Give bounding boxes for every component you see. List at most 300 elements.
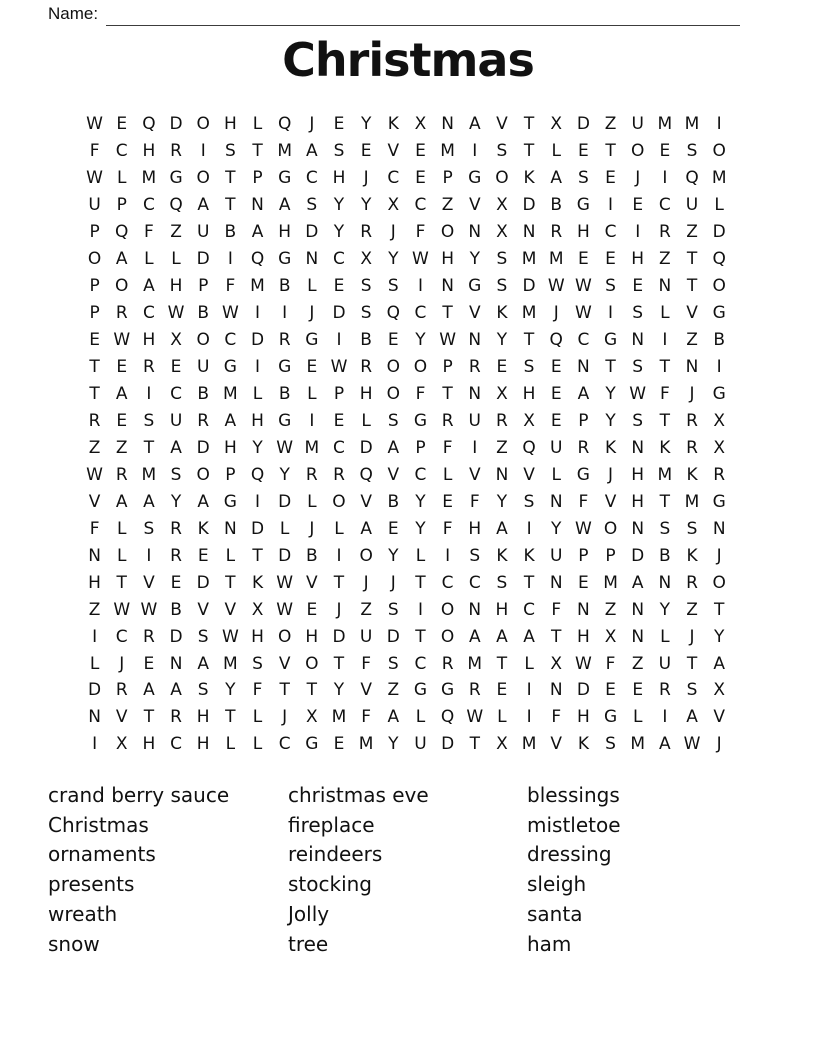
- grid-letter: K: [496, 545, 508, 566]
- grid-letter: D: [250, 330, 265, 351]
- grid-letter: D: [576, 114, 590, 135]
- grid-letter: B: [278, 384, 291, 404]
- grid-letter: X: [360, 249, 372, 270]
- grid-letter: K: [686, 464, 698, 485]
- grid-letter: K: [686, 545, 698, 566]
- grid-letter: E: [333, 276, 345, 297]
- grid-letter: G: [712, 303, 726, 324]
- word-list-item: tree: [288, 931, 329, 956]
- grid-letter: S: [252, 653, 263, 674]
- grid-letter: P: [198, 276, 209, 297]
- grid-letter: M: [657, 114, 673, 135]
- grid-letter: D: [196, 572, 210, 593]
- grid-letter: M: [521, 249, 537, 270]
- grid-letter: Y: [496, 330, 508, 351]
- grid-letter: Q: [440, 707, 455, 728]
- grid-letter: O: [712, 572, 726, 593]
- grid-letter: R: [115, 303, 128, 324]
- grid-letter: B: [659, 545, 671, 566]
- grid-letter: L: [497, 707, 507, 728]
- grid-letter: Q: [250, 249, 265, 270]
- grid-letter: R: [305, 464, 318, 485]
- grid-letter: S: [170, 464, 182, 485]
- grid-letter: M: [521, 734, 537, 755]
- grid-letter: E: [605, 680, 616, 701]
- grid-letter: E: [387, 330, 399, 351]
- grid-letter: W: [113, 330, 131, 351]
- grid-letter: O: [196, 168, 210, 189]
- grid-letter: J: [390, 572, 396, 593]
- grid-letter: C: [170, 384, 182, 404]
- grid-letter: Z: [659, 249, 671, 270]
- grid-letter: W: [221, 626, 239, 647]
- grid-letter: V: [306, 572, 318, 593]
- grid-letter: W: [439, 330, 457, 351]
- grid-letter: N: [468, 599, 482, 620]
- grid-letter: S: [605, 276, 616, 297]
- grid-letter: T: [415, 572, 426, 593]
- grid-letter: A: [387, 437, 400, 458]
- grid-letter: G: [441, 680, 455, 701]
- grid-letter: C: [387, 168, 400, 189]
- word-list-item: snow: [48, 931, 100, 956]
- grid-letter: X: [604, 626, 617, 647]
- grid-letter: J: [309, 114, 315, 135]
- grid-letter: U: [196, 222, 210, 243]
- grid-letter: Y: [415, 518, 426, 539]
- grid-letter: H: [631, 249, 645, 270]
- grid-letter: B: [197, 384, 210, 404]
- grid-letter: Y: [225, 680, 236, 701]
- grid-letter: Z: [360, 599, 372, 620]
- grid-letter: R: [577, 437, 590, 458]
- grid-letter: E: [496, 357, 508, 378]
- grid-letter: C: [305, 168, 318, 189]
- grid-letter: T: [225, 707, 236, 728]
- grid-letter: R: [142, 357, 155, 378]
- grid-letter: C: [441, 572, 454, 593]
- grid-letter: C: [170, 734, 182, 755]
- grid-letter: S: [496, 141, 508, 162]
- grid-letter: Y: [605, 384, 616, 404]
- grid-letter: T: [225, 168, 236, 189]
- grid-letter: W: [86, 464, 103, 485]
- grid-letter: Q: [277, 114, 292, 135]
- grid-letter: T: [469, 734, 480, 755]
- grid-letter: G: [468, 168, 482, 189]
- grid-letter: A: [224, 410, 237, 431]
- grid-letter: C: [278, 734, 291, 755]
- grid-letter: V: [496, 114, 508, 135]
- grid-letter: D: [631, 545, 645, 566]
- grid-letter: T: [551, 626, 562, 647]
- grid-letter: X: [496, 195, 508, 216]
- grid-letter: K: [387, 114, 399, 135]
- grid-letter: N: [658, 572, 672, 593]
- grid-letter: H: [196, 707, 210, 728]
- grid-letter: U: [658, 653, 672, 674]
- grid-letter: V: [468, 303, 481, 324]
- grid-letter: P: [333, 384, 345, 404]
- grid-letter: C: [658, 195, 671, 216]
- grid-letter: O: [440, 222, 455, 243]
- grid-letter: W: [466, 707, 484, 728]
- word-list-item: fireplace: [288, 812, 375, 837]
- grid-letter: I: [662, 330, 668, 351]
- grid-letter: R: [170, 707, 182, 728]
- grid-letter: D: [712, 222, 726, 243]
- grid-letter: L: [116, 168, 127, 189]
- grid-letter: F: [252, 680, 263, 701]
- grid-letter: O: [413, 357, 428, 378]
- grid-letter: A: [115, 384, 128, 404]
- grid-letter: A: [631, 572, 644, 593]
- grid-letter: F: [415, 384, 426, 404]
- grid-letter: T: [252, 545, 263, 566]
- grid-letter: S: [387, 599, 399, 620]
- grid-letter: A: [468, 626, 481, 647]
- grid-letter: C: [414, 464, 427, 485]
- grid-letter: U: [169, 410, 183, 431]
- grid-letter: I: [716, 114, 722, 135]
- grid-letter: E: [550, 357, 562, 378]
- grid-letter: L: [279, 518, 290, 539]
- grid-letter: M: [521, 303, 537, 324]
- word-search-grid: [81, 111, 733, 758]
- grid-letter: V: [143, 572, 155, 593]
- grid-letter: Z: [88, 437, 101, 458]
- word-list-item: ornaments: [48, 842, 156, 867]
- word-list-item: blessings: [527, 783, 620, 807]
- grid-letter: T: [659, 491, 671, 512]
- grid-letter: X: [713, 437, 725, 458]
- grid-letter: P: [605, 545, 616, 566]
- grid-letter: X: [496, 734, 508, 755]
- grid-letter: N: [631, 330, 645, 351]
- grid-letter: A: [143, 680, 155, 701]
- grid-letter: U: [196, 357, 210, 378]
- grid-letter: S: [523, 357, 535, 378]
- grid-letter: J: [390, 222, 396, 243]
- grid-letter: E: [116, 114, 128, 135]
- grid-letter: E: [143, 653, 155, 674]
- grid-letter: N: [577, 599, 590, 620]
- grid-letter: N: [522, 222, 536, 243]
- grid-letter: I: [608, 195, 614, 216]
- grid-letter: D: [522, 276, 536, 297]
- grid-letter: N: [495, 464, 509, 485]
- grid-letter: X: [387, 195, 400, 216]
- grid-letter: Z: [686, 599, 698, 620]
- grid-letter: P: [225, 464, 236, 485]
- grid-letter: Y: [415, 491, 426, 512]
- grid-letter: T: [143, 437, 155, 458]
- name-label: Name:: [48, 4, 99, 23]
- grid-letter: Z: [686, 330, 698, 351]
- grid-letter: B: [278, 276, 291, 297]
- grid-letter: K: [251, 572, 264, 593]
- grid-letter: Q: [685, 168, 699, 189]
- grid-letter: I: [255, 491, 261, 512]
- grid-letter: L: [144, 249, 154, 270]
- grid-letter: H: [88, 572, 101, 593]
- grid-letter: F: [415, 222, 426, 243]
- grid-letter: J: [309, 303, 315, 324]
- grid-letter: O: [495, 168, 509, 189]
- grid-letter: G: [413, 680, 428, 701]
- grid-letter: S: [224, 141, 236, 162]
- grid-letter: S: [496, 572, 508, 593]
- grid-letter: F: [361, 653, 372, 674]
- grid-letter: O: [359, 545, 373, 566]
- grid-letter: N: [441, 114, 454, 135]
- grid-letter: G: [603, 707, 618, 728]
- grid-letter: H: [196, 734, 210, 755]
- grid-letter: R: [686, 410, 698, 431]
- grid-letter: H: [251, 410, 264, 431]
- grid-letter: Y: [333, 195, 345, 216]
- grid-letter: S: [197, 626, 209, 647]
- grid-letter: E: [659, 141, 671, 162]
- grid-letter: S: [686, 518, 698, 539]
- grid-letter: H: [631, 464, 645, 485]
- grid-letter: D: [441, 734, 455, 755]
- grid-letter: D: [196, 437, 210, 458]
- word-list-item: stocking: [288, 872, 373, 897]
- grid-letter: I: [92, 734, 98, 755]
- grid-letter: C: [333, 437, 345, 458]
- grid-letter: A: [197, 491, 210, 512]
- grid-letter: T: [306, 680, 318, 701]
- grid-letter: U: [631, 114, 644, 135]
- grid-letter: E: [442, 491, 453, 512]
- grid-letter: Y: [360, 114, 372, 135]
- grid-letter: V: [523, 464, 535, 485]
- grid-letter: O: [631, 141, 645, 162]
- grid-letter: R: [170, 141, 182, 162]
- grid-letter: W: [574, 518, 592, 539]
- grid-letter: C: [142, 303, 155, 324]
- grid-letter: T: [713, 599, 725, 620]
- grid-letter: L: [442, 464, 453, 485]
- grid-letter: E: [496, 680, 508, 701]
- grid-letter: K: [659, 437, 671, 458]
- grid-letter: Z: [604, 599, 617, 620]
- grid-letter: L: [252, 707, 263, 728]
- grid-letter: Z: [88, 599, 101, 620]
- grid-letter: Q: [142, 114, 156, 135]
- grid-letter: T: [116, 572, 127, 593]
- grid-letter: X: [713, 410, 725, 431]
- grid-letter: S: [686, 680, 698, 701]
- grid-letter: Y: [333, 222, 345, 243]
- grid-letter: I: [526, 518, 532, 539]
- grid-letter: M: [440, 141, 455, 162]
- grid-letter: W: [167, 303, 185, 324]
- grid-letter: H: [223, 114, 237, 135]
- grid-letter: U: [685, 195, 699, 216]
- grid-letter: O: [196, 330, 210, 351]
- grid-letter: H: [441, 249, 454, 270]
- grid-letter: H: [305, 626, 319, 647]
- grid-letter: L: [116, 518, 127, 539]
- grid-letter: P: [116, 195, 127, 216]
- grid-letter: E: [605, 168, 616, 189]
- grid-letter: D: [88, 680, 102, 701]
- grid-letter: H: [522, 384, 536, 404]
- grid-letter: Y: [252, 437, 263, 458]
- grid-letter: X: [713, 680, 725, 701]
- grid-letter: H: [223, 437, 237, 458]
- grid-letter: G: [576, 464, 590, 485]
- grid-letter: V: [278, 653, 291, 674]
- grid-letter: C: [115, 141, 128, 162]
- grid-letter: W: [276, 572, 294, 593]
- grid-letter: S: [387, 653, 399, 674]
- grid-letter: Q: [386, 303, 400, 324]
- grid-letter: L: [551, 141, 561, 162]
- grid-letter: J: [363, 572, 369, 593]
- grid-letter: D: [250, 518, 265, 539]
- grid-letter: L: [415, 707, 426, 728]
- grid-letter: R: [658, 680, 671, 701]
- grid-letter: O: [115, 276, 129, 297]
- grid-letter: L: [252, 384, 263, 404]
- grid-letter: R: [468, 680, 481, 701]
- grid-letter: H: [631, 491, 645, 512]
- grid-letter: P: [415, 437, 426, 458]
- grid-letter: G: [278, 410, 292, 431]
- grid-letter: A: [251, 222, 264, 243]
- grid-letter: R: [142, 626, 155, 647]
- grid-letter: A: [170, 437, 182, 458]
- grid-letter: X: [496, 384, 508, 404]
- grid-letter: U: [414, 734, 427, 755]
- grid-letter: K: [604, 437, 617, 458]
- grid-letter: E: [578, 572, 589, 593]
- grid-letter: L: [225, 734, 236, 755]
- grid-letter: D: [386, 626, 400, 647]
- word-list-item: christmas eve: [288, 783, 429, 807]
- grid-letter: I: [417, 276, 423, 297]
- grid-letter: H: [332, 168, 346, 189]
- grid-letter: N: [549, 680, 563, 701]
- grid-letter: L: [551, 464, 561, 485]
- grid-letter: T: [605, 357, 616, 378]
- grid-letter: D: [169, 626, 183, 647]
- grid-letter: O: [712, 276, 726, 297]
- grid-letter: L: [89, 653, 100, 674]
- grid-letter: N: [88, 707, 101, 728]
- grid-letter: P: [442, 357, 453, 378]
- grid-letter: C: [604, 222, 617, 243]
- word-list-item: Jolly: [288, 901, 330, 926]
- grid-letter: F: [361, 707, 372, 728]
- grid-letter: G: [278, 357, 292, 378]
- grid-letter: R: [197, 410, 210, 431]
- grid-letter: E: [306, 599, 318, 620]
- grid-letter: Y: [388, 545, 399, 566]
- word-list-item: ham: [527, 931, 572, 956]
- grid-letter: F: [578, 491, 589, 512]
- grid-letter: S: [306, 195, 318, 216]
- grid-letter: J: [689, 384, 695, 404]
- grid-letter: A: [170, 680, 182, 701]
- grid-letter: N: [549, 491, 563, 512]
- grid-letter: I: [445, 545, 451, 566]
- grid-letter: P: [252, 168, 263, 189]
- grid-letter: H: [142, 330, 156, 351]
- grid-letter: T: [523, 572, 535, 593]
- grid-letter: J: [635, 168, 641, 189]
- grid-letter: Z: [631, 653, 644, 674]
- grid-letter: E: [197, 545, 209, 566]
- grid-letter: V: [468, 195, 481, 216]
- grid-letter: I: [282, 303, 288, 324]
- word-list-item: sleigh: [527, 872, 587, 897]
- grid-letter: O: [332, 491, 346, 512]
- grid-letter: R: [360, 357, 373, 378]
- grid-letter: W: [276, 599, 294, 620]
- grid-letter: L: [632, 707, 643, 728]
- grid-letter: K: [523, 545, 535, 566]
- grid-letter: L: [307, 491, 317, 512]
- grid-letter: L: [171, 249, 181, 270]
- grid-letter: J: [309, 518, 315, 539]
- grid-letter: N: [658, 276, 672, 297]
- grid-letter: T: [686, 653, 698, 674]
- grid-letter: G: [305, 330, 319, 351]
- grid-letter: Y: [170, 491, 182, 512]
- grid-letter: S: [469, 545, 481, 566]
- grid-letter: F: [469, 491, 480, 512]
- grid-letter: N: [305, 249, 319, 270]
- grid-letter: R: [170, 518, 182, 539]
- grid-letter: T: [279, 680, 290, 701]
- word-list-item: mistletoe: [527, 812, 621, 837]
- grid-letter: X: [251, 599, 264, 620]
- grid-letter: X: [550, 653, 563, 674]
- grid-letter: S: [333, 141, 345, 162]
- grid-letter: W: [547, 276, 565, 297]
- grid-letter: T: [89, 357, 100, 378]
- grid-letter: W: [574, 303, 592, 324]
- grid-letter: T: [225, 572, 236, 593]
- grid-letter: M: [304, 437, 320, 458]
- grid-letter: M: [331, 707, 347, 728]
- grid-letter: X: [306, 707, 318, 728]
- grid-letter: Y: [388, 734, 399, 755]
- grid-letter: E: [89, 330, 100, 351]
- grid-letter: R: [658, 222, 671, 243]
- grid-letter: F: [225, 276, 236, 297]
- grid-letter: F: [89, 141, 100, 162]
- grid-letter: H: [576, 222, 590, 243]
- grid-letter: V: [115, 707, 128, 728]
- grid-letter: U: [550, 437, 563, 458]
- grid-letter: J: [336, 599, 342, 620]
- grid-letter: I: [146, 384, 152, 404]
- grid-letter: R: [278, 330, 291, 351]
- grid-letter: V: [360, 680, 372, 701]
- grid-letter: A: [360, 518, 372, 539]
- grid-letter: D: [359, 437, 373, 458]
- grid-letter: W: [276, 437, 294, 458]
- grid-letter: M: [684, 114, 700, 135]
- grid-letter: C: [468, 572, 481, 593]
- grid-letter: B: [224, 222, 237, 243]
- grid-letter: H: [359, 384, 373, 404]
